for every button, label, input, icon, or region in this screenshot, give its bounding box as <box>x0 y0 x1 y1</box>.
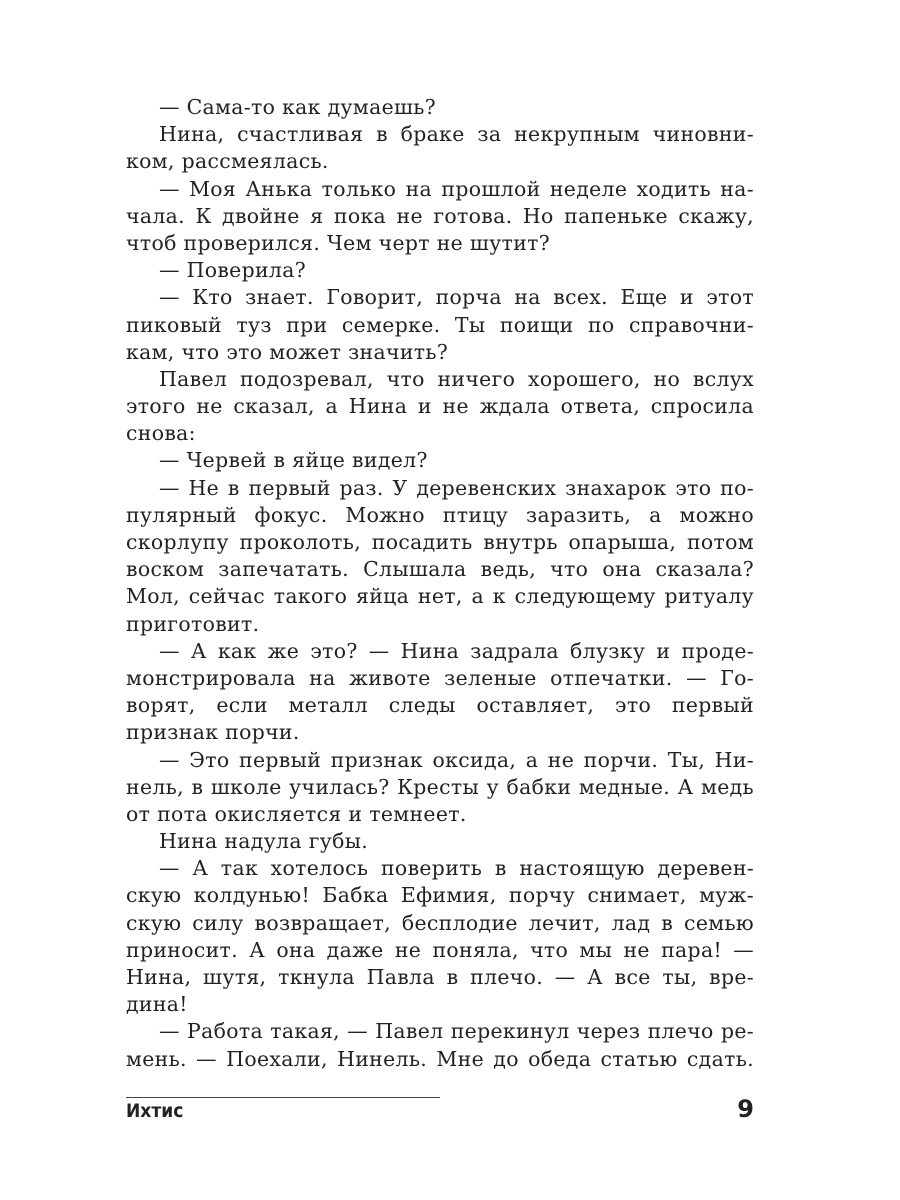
text-line: Мол, сейчас такого яйца нет, а к следующему ритуалу <box>126 584 754 609</box>
text-line: кам, что это может значить? <box>126 339 449 364</box>
text-line: чтоб проверился. Чем черт не шутит? <box>126 230 551 255</box>
text-line: Нина, шутя, ткнула Павла в плечо. — А все ты, вре- <box>126 965 754 989</box>
text-line: скорлупу проколоть, посадить внутрь опарыша, потом <box>126 530 754 554</box>
page-number: 9 <box>737 1095 754 1123</box>
book-page-text <box>126 94 754 1073</box>
text-line: нель, в школе училась? Кресты у бабки медные. А медь <box>126 774 754 799</box>
text-line: — А как же это? — Нина задрала блузку и проде- <box>159 638 754 663</box>
text-line: — Сама-то как думаешь? <box>159 95 437 119</box>
text-line: монстрировала на животе зеленые отпечатки. — Го- <box>126 665 754 690</box>
text-line: пулярный фокус. Можно птицу заразить, а можно <box>126 502 754 527</box>
text-line: дина! <box>126 992 188 1017</box>
text-line: — Червей в яйце видел? <box>159 448 428 473</box>
text-line: — Поверила? <box>159 258 307 283</box>
text-line: приносит. А она даже не поняла, что мы не пара! — <box>126 937 754 962</box>
running-footer-title: Ихтис <box>126 1100 184 1122</box>
text-line: чала. К двойне я пока не готова. Но папеньке скажу, <box>126 203 754 228</box>
text-line: этого не сказал, а Нина и не ждала ответа, спросила <box>126 394 754 419</box>
text-line: скую силу возвращает, бесплодие лечит, лад в семью <box>126 910 754 935</box>
text-line: — А так хотелось поверить в настоящую деревен- <box>159 856 754 881</box>
text-line: — Работа такая, — Павел перекинул через плечо ре- <box>159 1019 754 1044</box>
text-line: пиковый туз при семерке. Ты поищи по справочни- <box>126 312 754 337</box>
text-line: мень. — Поехали, Нинель. Мне до обеда статью сдать. <box>126 1046 754 1071</box>
text-line: Павел подозревал, что ничего хорошего, но вслух <box>159 366 754 391</box>
text-line: ком, рассмеялась. <box>126 149 329 174</box>
text-line: Нина, счастливая в браке за некрупным чиновни- <box>159 122 754 147</box>
text-line: воском запечатать. Слышала ведь, что она сказала? <box>126 557 754 582</box>
text-line: — Это первый признак оксида, а не порчи. Ты, Ни- <box>159 747 754 772</box>
text-line: — Моя Анька только на прошлой неделе ходить на- <box>159 176 754 201</box>
text-line: — Не в первый раз. У деревенских знахарок это по- <box>159 475 754 500</box>
text-line: ворят, если металл следы оставляет, это первый <box>126 693 754 718</box>
text-line: приготовит. <box>126 611 260 636</box>
text-line: — Кто знает. Говорит, порча на всех. Еще и этот <box>159 285 754 310</box>
text-line: скую колдунью! Бабка Ефимия, порчу снимает, муж- <box>126 883 754 908</box>
text-line: снова: <box>126 421 196 446</box>
text-line: от пота окисляется и темнеет. <box>126 801 467 826</box>
text-line: признак порчи. <box>126 720 300 745</box>
text-line: Нина надула губы. <box>159 829 369 854</box>
